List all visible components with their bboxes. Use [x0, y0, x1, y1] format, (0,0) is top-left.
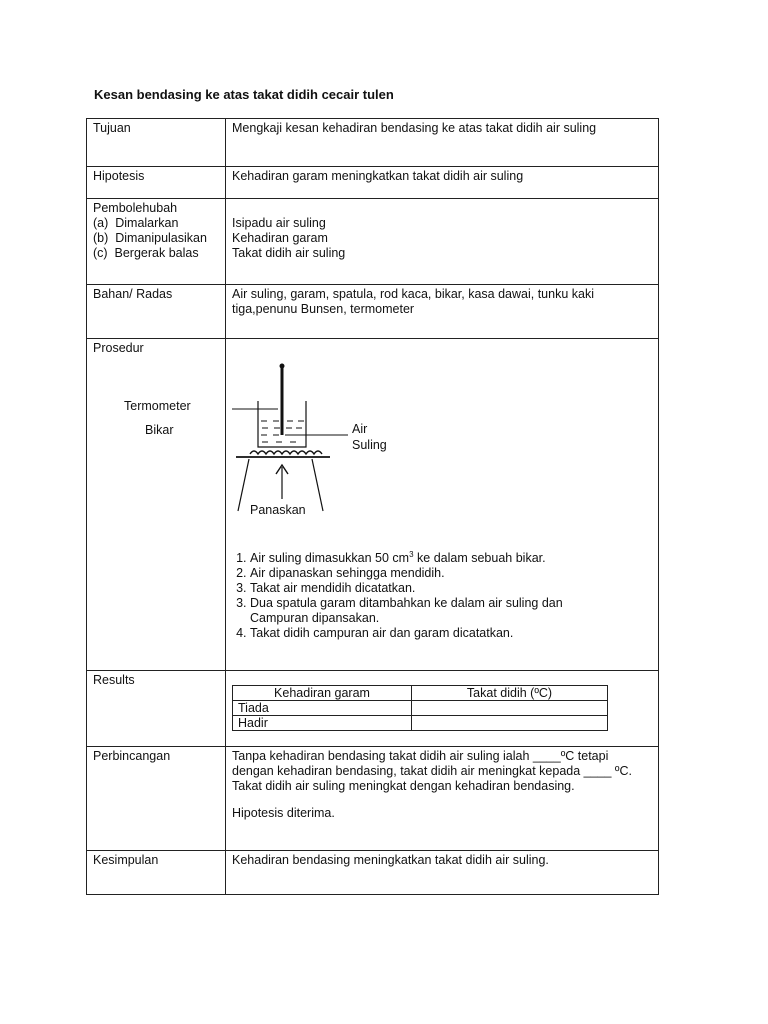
label-tujuan: Tujuan: [87, 119, 226, 167]
wire-gauze: [250, 451, 322, 454]
label-bahan: Bahan/ Radas: [87, 285, 226, 339]
label-termometer: Termometer: [124, 399, 191, 413]
results-row-tiada: [233, 701, 608, 716]
value-prosedur: [124, 339, 659, 671]
var-label-bergerak-balas: (c) Bergerak balas: [93, 246, 199, 260]
results-cell-tiada: Tiada: [233, 701, 412, 716]
row-perbincangan: [87, 747, 659, 851]
step-2: 2. Air dipanaskan sehingga mendidih.: [250, 566, 652, 581]
var-value-bergerak-balas: Takat didih air suling: [232, 246, 346, 260]
results-cell-hadir-value: [412, 716, 608, 731]
row-bahan: [87, 285, 659, 339]
label-prosedur: Prosedur: [87, 339, 226, 671]
label-panaskan: Panaskan: [250, 503, 306, 517]
tripod-leg-left: [238, 459, 249, 511]
step-4: 3. Dua spatula garam ditambahkan ke dalam air suling dan Campuran dipansakan.: [250, 596, 652, 626]
value-pembolehubah: [226, 199, 659, 285]
document-title: Kesan bendasing ke atas takat didih cecair tulen: [94, 87, 394, 102]
row-hipotesis: [87, 167, 659, 199]
procedure-steps: [232, 551, 652, 641]
label-results: Results: [87, 671, 226, 747]
label-suling: Suling: [352, 438, 387, 452]
row-pembolehubah: [87, 199, 659, 285]
step-5: 4. Takat didih campuran air dan garam dicatatkan.: [250, 626, 652, 641]
label-perbincangan: Perbincangan: [87, 747, 226, 851]
label-pembolehubah: [87, 199, 226, 285]
results-cell-hadir: Hadir: [233, 716, 412, 731]
perbincangan-text: Tanpa kehadiran bendasing takat didih air suling ialah ____ºC tetapi dengan kehadiran bendasing, takat didih air meningkat kepada ____ ºC. Takat didih air suling meningkat dengan kehadiran bendasing.: [232, 749, 632, 793]
row-results: [87, 671, 659, 747]
var-label-dimanipulasikan: (b) Dimanipulasikan: [93, 231, 207, 245]
value-tujuan: Mengkaji kesan kehadiran bendasing ke atas takat didih air suling: [226, 119, 659, 167]
value-results: [226, 671, 659, 747]
results-row-hadir: [233, 716, 608, 731]
row-kesimpulan: [87, 851, 659, 895]
results-cell-tiada-value: [412, 701, 608, 716]
results-header-kehadiran: Kehadiran garam: [233, 686, 412, 701]
results-header-takat: Takat didih (ºC): [412, 686, 608, 701]
row-prosedur: [87, 339, 659, 671]
label-kesimpulan: Kesimpulan: [87, 851, 226, 895]
row-tujuan: [87, 119, 659, 167]
value-kesimpulan: Kehadiran bendasing meningkatkan takat didih air suling.: [226, 851, 659, 895]
value-bahan: Air suling, garam, spatula, rod kaca, bikar, kasa dawai, tunku kaki tiga,penunu Bunsen, termometer: [226, 285, 659, 339]
tripod-leg-right: [312, 459, 323, 511]
value-hipotesis: Kehadiran garam meningkatkan takat didih air suling: [226, 167, 659, 199]
var-value-dimalarkan: Isipadu air suling: [232, 216, 326, 230]
unit-superscript: 3: [409, 549, 414, 559]
value-perbincangan: [226, 747, 659, 851]
apparatus-diagram: [124, 339, 652, 551]
experiment-table: [86, 118, 659, 895]
perbincangan-conclusion: Hipotesis diterima.: [232, 806, 335, 820]
label-bikar: Bikar: [145, 423, 174, 437]
step-3: 3. Takat air mendidih dicatatkan.: [250, 581, 652, 596]
results-table: [232, 685, 608, 731]
label-air: Air: [352, 422, 368, 436]
var-label-dimalarkan: (a) Dimalarkan: [93, 216, 179, 230]
apparatus-drawing: [232, 339, 652, 551]
label-hipotesis: Hipotesis: [87, 167, 226, 199]
pembolehubah-heading: Pembolehubah: [93, 201, 178, 215]
results-header-row: [233, 686, 608, 701]
var-value-dimanipulasikan: Kehadiran garam: [232, 231, 328, 245]
step-1: 1. Air suling dimasukkan 50 $cm^3$ ke dalam sebuah bikar.: [250, 551, 652, 566]
thermometer-bulb: [280, 364, 285, 369]
